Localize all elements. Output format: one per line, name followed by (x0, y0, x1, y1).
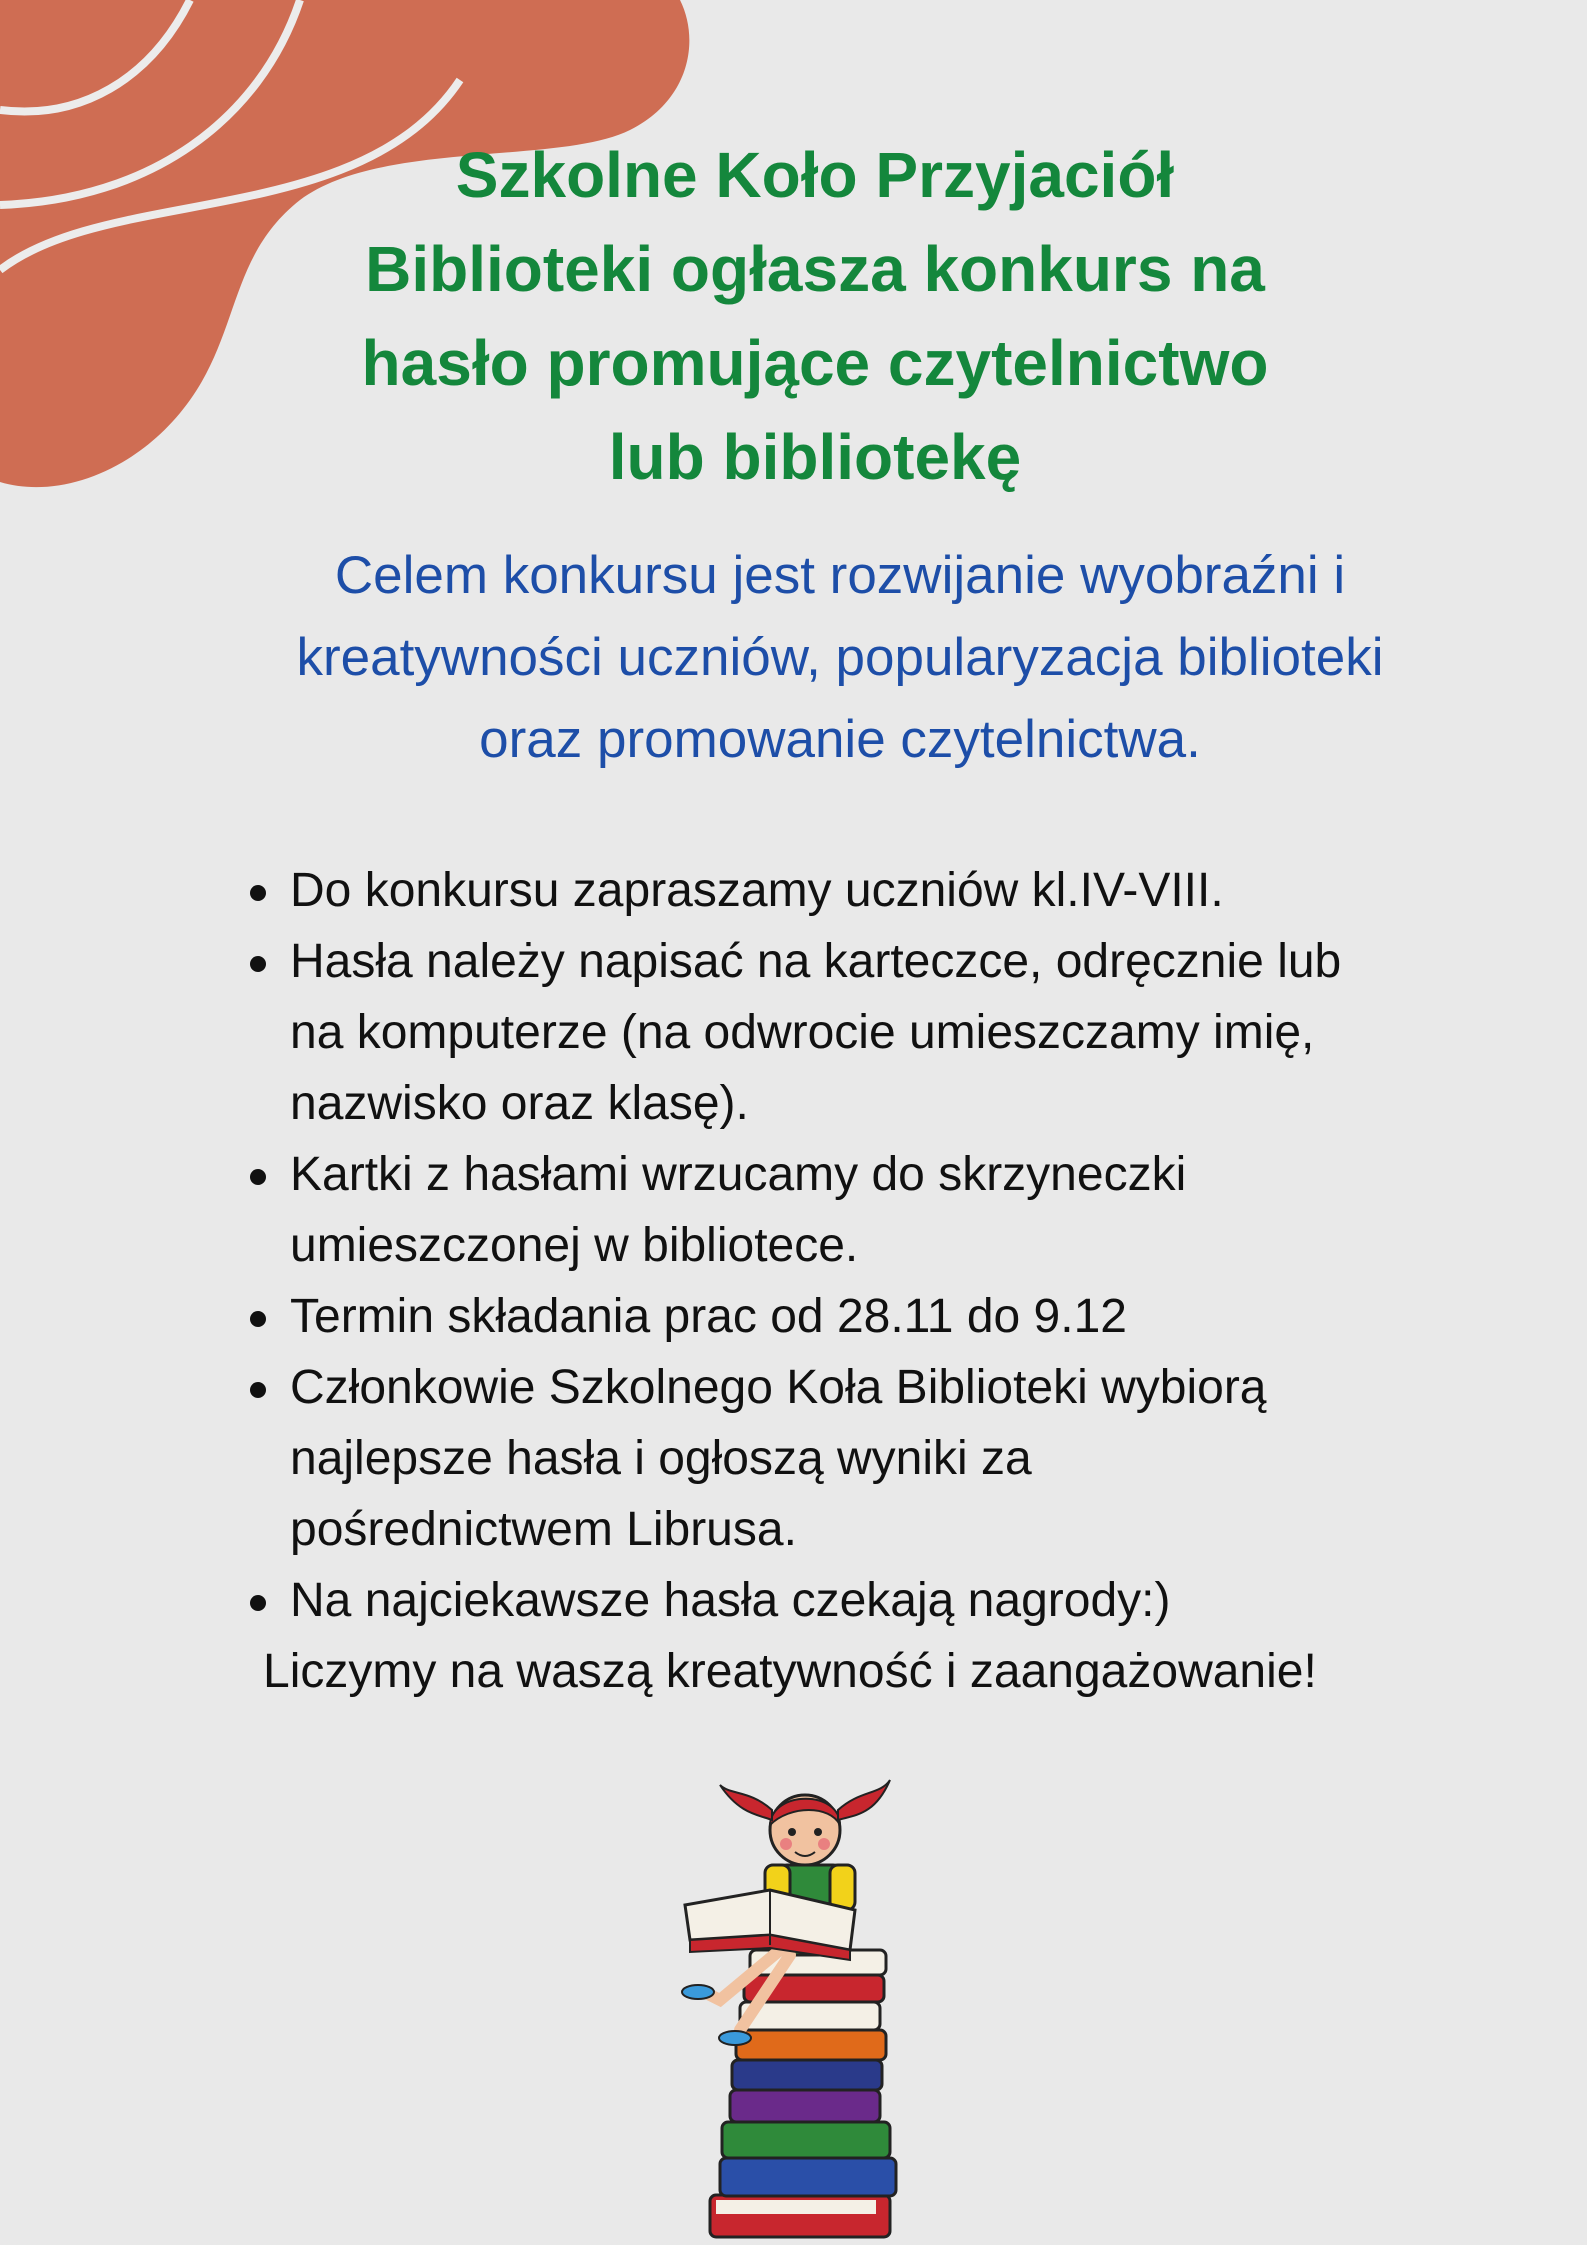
rule-line: pośrednictwem Librusa. (290, 1503, 797, 1556)
rule-line: na komputerze (na odwrocie umieszczamy imię, (290, 1006, 1315, 1059)
girl-reading-illustration (680, 1770, 920, 2240)
rule-item (290, 1565, 1490, 1636)
rule-line: nazwisko oraz klasę). (290, 1077, 749, 1130)
rule-item (290, 926, 1490, 1139)
title-line: lub bibliotekę (608, 421, 1022, 493)
rule-line: Termin składania prac od 28.11 do 9.12 (290, 1290, 1127, 1343)
title-line: Szkolne Koło Przyjaciół (455, 139, 1175, 211)
title-line: Biblioteki ogłasza konkurs na (365, 233, 1265, 305)
intro-line: Celem konkursu jest rozwijanie wyobraźni i (334, 546, 1346, 605)
intro-line: kreatywności uczniów, popularyzacja biblioteki (296, 628, 1384, 687)
rule-item (290, 855, 1490, 926)
rule-line: Na najciekawsze hasła czekają nagrody:) (290, 1574, 1171, 1627)
rule-line: Członkowie Szkolnego Koła Biblioteki wybiorą (290, 1361, 1267, 1414)
rule-line: Do konkursu zapraszamy uczniów kl.IV-VIII. (290, 864, 1224, 917)
rule-item (290, 1139, 1490, 1281)
rule-line: Hasła należy napisać na karteczce, odręcznie lub (290, 935, 1342, 988)
rule-item (290, 1352, 1490, 1565)
closing-text: Liczymy na waszą kreatywność i zaangażowanie! (263, 1645, 1317, 1698)
rules-list (290, 855, 1490, 1636)
rule-line: najlepsze hasła i ogłoszą wyniki za (290, 1432, 1032, 1485)
rule-line: umieszczonej w bibliotece. (290, 1219, 859, 1272)
intro-line: oraz promowanie czytelnictwa. (479, 710, 1201, 769)
rule-item (290, 1281, 1490, 1352)
rule-line: Kartki z hasłami wrzucamy do skrzyneczki (290, 1148, 1187, 1201)
intro-paragraph (180, 535, 1500, 781)
page-title (0, 128, 1587, 504)
title-line: hasło promujące czytelnictwo (361, 327, 1269, 399)
